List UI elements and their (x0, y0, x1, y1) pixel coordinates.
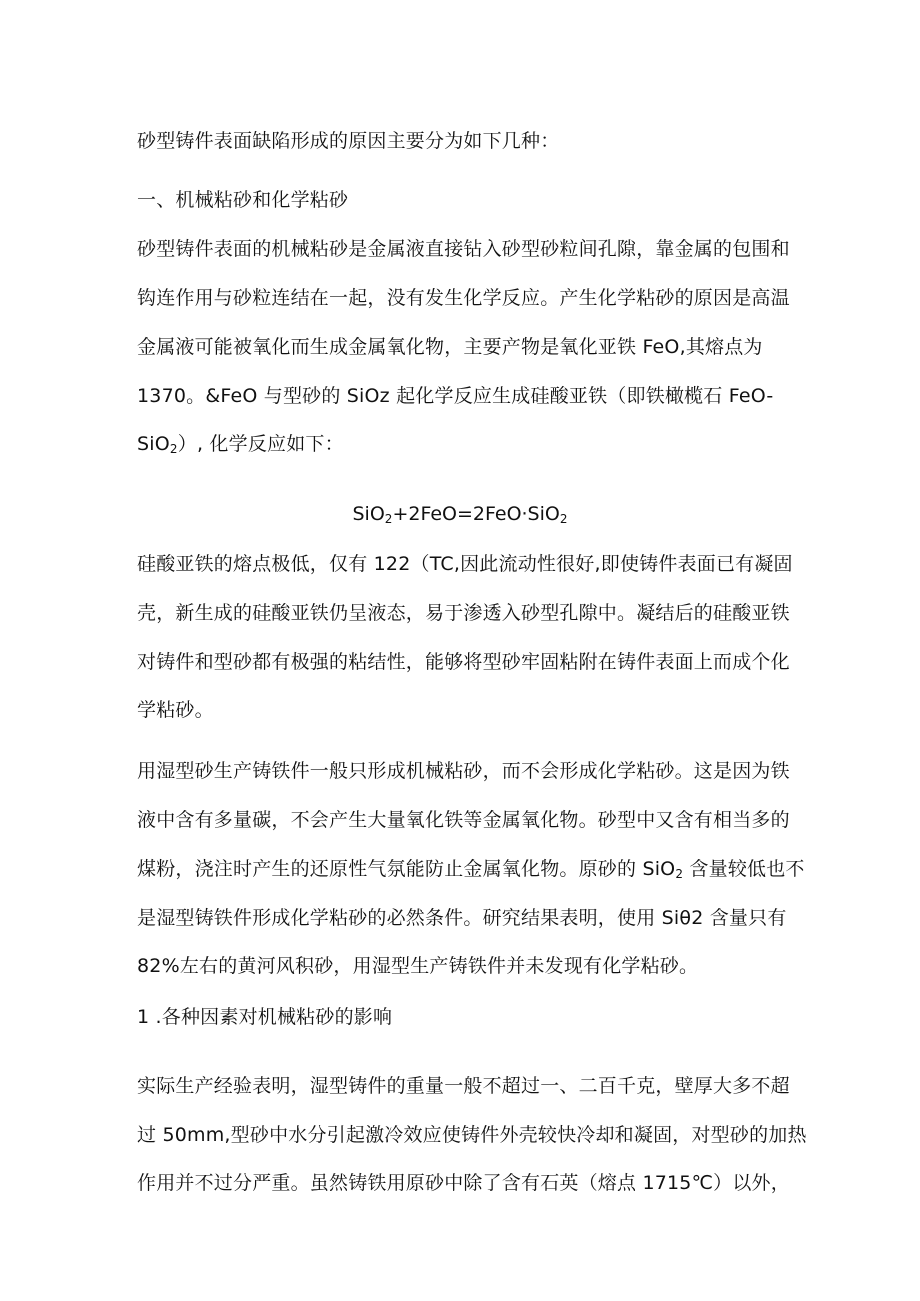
subsection-heading: 1 .各种因素对机械粘砂的影响 (137, 1006, 393, 1028)
paragraph-line: 过 50mm,型砂中水分引起激冷效应使铸件外壳较快冷却和凝固，对型砂的加热 (137, 1124, 807, 1146)
formula-run: +2FeO=2FeO·SiO (392, 503, 560, 525)
paragraph-line (137, 856, 805, 882)
intro-text: 砂型铸件表面缺陷形成的原因主要分为如下几种： (137, 130, 560, 152)
subscript: 2 (675, 867, 684, 881)
paragraph-line: 砂型铸件表面的机械粘砂是金属液直接钻入砂型砂粒间孔隙，靠金属的包围和 (137, 238, 790, 260)
paragraph-line: 学粘砂。 (137, 699, 214, 721)
subscript: 2 (559, 512, 568, 526)
paragraph-line: 液中含有多量碳，不会产生大量氧化铁等金属氧化物。砂型中又含有相当多的 (137, 809, 790, 831)
paragraph-line: 1370。&FeO 与型砂的 SiOz 起化学反应生成硅酸亚铁（即铁橄榄石 FeO- (137, 385, 774, 407)
subscript: 2 (169, 442, 178, 456)
paragraph-line: 钩连作用与砂粒连结在一起，没有发生化学反应。产生化学粘砂的原因是高温 (137, 287, 790, 309)
text-run: 含量较低也不 (683, 858, 805, 880)
text-run: 煤粉，浇注时产生的还原性气氛能防止金属氧化物。原砂的 SiO (137, 858, 676, 880)
subscript: 2 (384, 512, 393, 526)
paragraph-line: 是湿型铸铁件形成化学粘砂的必然条件。研究结果表明，使用 Siθ2 含量只有 (137, 907, 787, 929)
paragraph-line: 硅酸亚铁的熔点极低，仅有 122（TC,因此流动性很好,即使铸件表面已有凝固 (137, 553, 793, 575)
chemical-equation (0, 501, 920, 527)
paragraph-line: 作用并不过分严重。虽然铸铁用原砂中除了含有石英（熔点 1715℃）以外， (137, 1172, 790, 1194)
section-heading: 一、机械粘砂和化学粘砂 (137, 189, 349, 211)
paragraph-line: 82%左右的黄河风积砂，用湿型生产铸铁件并未发现有化学粘砂。 (137, 955, 699, 977)
formula-run: SiO (352, 503, 385, 525)
paragraph-line: 用湿型砂生产铸铁件一般只形成机械粘砂，而不会形成化学粘砂。这是因为铁 (137, 760, 790, 782)
text-run: ）, 化学反应如下： (177, 433, 344, 455)
text-run: SiO (137, 433, 170, 455)
paragraph-line: 对铸件和型砂都有极强的粘结性，能够将型砂牢固粘附在铸件表面上而成个化 (137, 651, 790, 673)
paragraph-line (137, 431, 344, 457)
paragraph-line: 壳，新生成的硅酸亚铁仍呈液态，易于渗透入砂型孔隙中。凝结后的硅酸亚铁 (137, 602, 790, 624)
paragraph-line: 金属液可能被氧化而生成金属氧化物，主要产物是氧化亚铁 FeO,其熔点为 (137, 336, 763, 358)
paragraph-line: 实际生产经验表明，湿型铸件的重量一般不超过一、二百千克，壁厚大多不超 (137, 1075, 790, 1097)
